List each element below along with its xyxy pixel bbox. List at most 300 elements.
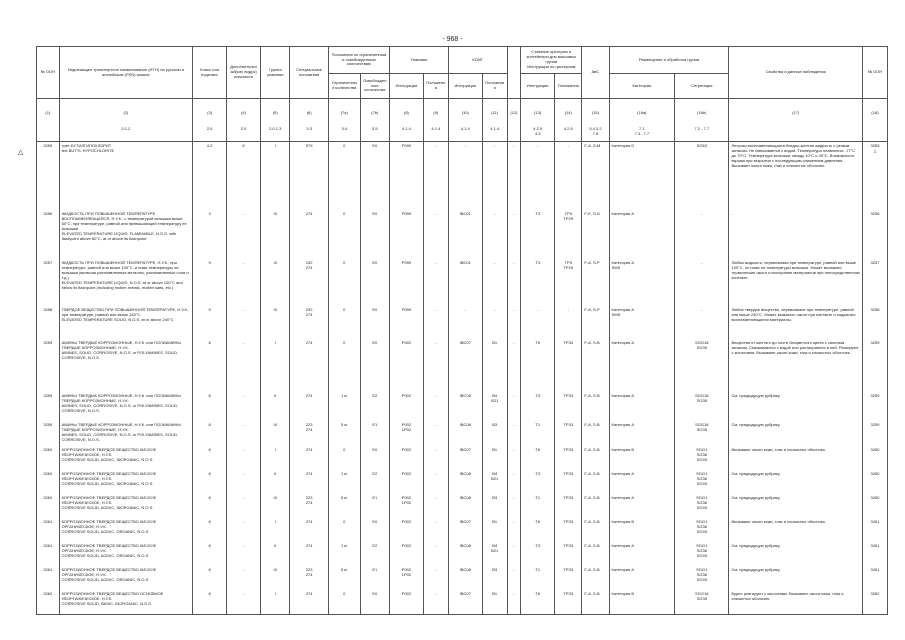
cell-excepted-quantity: E1 (360, 494, 389, 518)
cell-sub-risk: - (227, 470, 261, 494)
column-number-4: (4) (227, 99, 261, 126)
cell-ibc-provision: B3 (482, 421, 507, 446)
cell-sub-risk: - (227, 210, 261, 259)
header-limited-qty: Ограниченные количества (328, 74, 360, 99)
table-row (37, 470, 888, 494)
cell-special-provisions: 274 (290, 446, 328, 470)
cell-ibc-instruction: IBC08 (448, 421, 482, 446)
cell-packing-instruction: P099 (389, 259, 423, 306)
cell-properties: Вещества от желтого до почти бесцветного цвета с сильным запахом. Смешиваются с водой или растворяются в ней. Реагируют с кислотами. Вызывают ожоги кожи, глаз и слизистых оболочек. (729, 339, 863, 392)
header-tank-instructions: Инструкции (521, 74, 555, 99)
cell-un-number-right: 3258 (862, 306, 887, 339)
cell-sub-risk: - (227, 259, 261, 306)
cell-tank-instruction: T3 (521, 259, 555, 306)
cell-packing-provision: - (423, 142, 448, 211)
cell-proper-shipping-name: АМИНЫ ТВЕРДЫЕ КОРРОЗИОННЫЕ, Н.У.К. или ПОЛИАМИНЫ ТВЕРДЫЕ КОРРОЗИОННЫЕ, Н.У.К. AMINES, SOLID, CORROSIVE, N.O.S. or POLYAMINES, SOLID, CORROSIVE, N.O.S. (59, 392, 193, 421)
table-row (37, 421, 888, 446)
column-number-1: (1) (37, 99, 60, 126)
cell-un-number: 3261 (37, 566, 60, 590)
cell-stowage-category: Категория A (609, 470, 675, 494)
cell-special-provisions: 979 (290, 142, 328, 211)
cell-segregation: SGG1 SG36 SG49 (675, 446, 729, 470)
cell-packing-group: I (261, 339, 290, 392)
table-row (37, 494, 888, 518)
cell-packing-provision: - (423, 210, 448, 259)
header-tank-instr-title: Инструкции по цистернам (527, 63, 576, 69)
cell-stowage-category: Категория A (609, 421, 675, 446)
cell-excepted-quantity: E0 (360, 210, 389, 259)
cell-proper-shipping-name: КОРРОЗИОННОЕ ТВЕРДОЕ ВЕЩЕСТВО КИСЛОЕ ОРГАНИЧЕСКОЕ, Н.У.К. CORROSIVE SOLID, ACIDIC, ORGANIC, N.O.S. (59, 542, 193, 566)
cell-tank-instruction: T3 (521, 542, 555, 566)
cell-sub-risk: - (227, 542, 261, 566)
cell-tank-instruction: T6 (521, 339, 555, 392)
cell-packing-group: III (261, 494, 290, 518)
cell-ibc-instruction: IBC01 (448, 259, 482, 306)
cell-special-provisions: 274 (290, 210, 328, 259)
table-body (37, 142, 888, 615)
cell-segregation: - (675, 259, 729, 306)
cell-ibc-instruction: - (448, 142, 482, 211)
cell-proper-shipping-name: ЖИДКОСТЬ ПРИ ПОВЫШЕННОЙ ТЕМПЕРАТУРЕ ВОСПЛАМЕНЯЮЩАЯСЯ, Н.У.К., с температурой вспышки выше 60°C, при температуре, равной или превышающей температуру ее вспышки ELEVATED TEMPERATURE LIQUID, FLAMMABLE, N.O.S. with flashpoint above 60°C, at or above its flashpoint (59, 210, 193, 259)
cell-special-provisions: 223 274 (290, 566, 328, 590)
cell-proper-shipping-name: АМИНЫ ТВЕРДЫЕ КОРРОЗИОННЫЕ, Н.У.К. или ПОЛИАМИНЫ ТВЕРДЫЕ КОРРОЗИОННЫЕ, Н.У.К. AMINES, SOLID, CORROSIVE, N.O.S. or POLYAMINES, SOLID, CORROSIVE, N.O.S. (59, 339, 193, 392)
table-row (37, 210, 888, 259)
column-reference-5: 2.0.1.3 (261, 125, 290, 142)
cell-un-number: 3259 (37, 421, 60, 446)
cell-packing-instruction: P002 (389, 590, 423, 615)
cell-packing-instruction: P002 (389, 542, 423, 566)
cell-segregation: - (675, 210, 729, 259)
cell-un-number-right: 3261 (862, 542, 887, 566)
cell-ibc-instruction: IBC07 (448, 590, 482, 615)
header-packing-group: Группа упаковки (261, 47, 290, 99)
cell-column-12: - (507, 494, 521, 518)
cell-limited-quantity: 0 (328, 518, 360, 542)
column-reference-2: 3.1.2 (59, 125, 193, 142)
cell-tank-provision: TP33 (555, 392, 582, 421)
cell-ibc-instruction: IBC07 (448, 518, 482, 542)
cell-class: 9 (193, 259, 227, 306)
cell-ibc-provision: B1 (482, 339, 507, 392)
header-col12 (507, 47, 521, 99)
cell-packing-instruction: P002 (389, 470, 423, 494)
cell-proper-shipping-name: КОРРОЗИОННОЕ ТВЕРДОЕ ВЕЩЕСТВО КИСЛОЕ ОРГАНИЧЕСКОЕ, Н.У.К. CORROSIVE SOLID, ACIDIC, ORGANIC, N.O.S. (59, 566, 193, 590)
cell-packing-provision: - (423, 339, 448, 392)
cell-segregation: SGG18 SG35 (675, 421, 729, 446)
cell-tank-provision: TP33 (555, 566, 582, 590)
cell-proper-shipping-name: ТВЕРДОЕ ВЕЩЕСТВО ПРИ ПОВЫШЕННОЙ ТЕМПЕРАТУРЕ, Н.У.К., при температуре, равной или выше 240°C ELEVATED TEMPERATURE SOLID, N.O.S. at or above 240°C (59, 306, 193, 339)
cell-un-number: 3261 (37, 518, 60, 542)
column-number-11: (10) (448, 99, 482, 126)
cell-column-12: - (507, 142, 521, 211)
table-row (37, 566, 888, 590)
column-number-9: (8) (389, 99, 423, 126)
column-reference-3: 2.0 (193, 125, 227, 142)
cell-ibc-instruction: IBC08 (448, 392, 482, 421)
cell-limited-quantity: 0 (328, 339, 360, 392)
table-row (37, 590, 888, 615)
cell-class: 8 (193, 542, 227, 566)
cell-tank-provision: TP33 (555, 494, 582, 518)
cell-ems: F-A, S-B (582, 590, 609, 615)
cell-properties: См. предыдущую рубрику. (729, 392, 863, 421)
cell-ibc-provision: B1 (482, 518, 507, 542)
cell-tank-provision: TP33 (555, 339, 582, 392)
cell-tank-provision: TP33 (555, 470, 582, 494)
cell-ems: F-A, S-B (582, 566, 609, 590)
cell-packing-provision: - (423, 518, 448, 542)
cell-properties: Любая жидкость, перевозимая при температуре, равной или выше 100°C, но ниже ее температуры вспышки. Может вызывать термические ожоги и возгорание материалов при непосредственном контакте. (729, 259, 863, 306)
cell-ibc-instruction: IBC07 (448, 339, 482, 392)
cell-un-number-right: 3262 (862, 590, 887, 615)
cell-stowage-category: Категория B (609, 590, 675, 615)
cell-tank-provision: - (555, 306, 582, 339)
cell-packing-group: II (261, 392, 290, 421)
cell-ems: F-A, S-B (582, 339, 609, 392)
column-number-19: (17) (729, 99, 863, 126)
header-pack-instructions: Инструкции (389, 74, 423, 99)
column-reference-4: 2.0 (227, 125, 261, 142)
column-number-3: (3) (193, 99, 227, 126)
cell-tank-instruction: T1 (521, 421, 555, 446)
cell-proper-shipping-name: КОРРОЗИОННОЕ ТВЕРДОЕ ВЕЩЕСТВО КИСЛОЕ НЕОРГАНИЧЕСКОЕ, Н.У.К. CORROSIVE SOLID, ACIDIC, INORGANIC, N.O.S. (59, 446, 193, 470)
cell-un-number-right: 3257 (862, 259, 887, 306)
cell-excepted-quantity: E2 (360, 470, 389, 494)
cell-properties: См. предыдущую рубрику. (729, 470, 863, 494)
cell-tank-provision: TP33 (555, 421, 582, 446)
cell-segregation: SG63 (675, 142, 729, 211)
cell-tank-provision: TP33 (555, 590, 582, 615)
cell-packing-provision: - (423, 494, 448, 518)
cell-tank-instruction: - (521, 142, 555, 211)
cell-packing-group: III (261, 210, 290, 259)
column-reference-1 (37, 125, 60, 142)
column-number-12: (11) (482, 99, 507, 126)
cell-ibc-instruction: IBC08 (448, 566, 482, 590)
cell-properties: Бурно реагируют с кислотами. Вызывают ожоги кожи, глаз и слизистых оболочек. (729, 590, 863, 615)
header-un-no: № ООН (37, 47, 60, 99)
cell-properties: См. предыдущую рубрику. (729, 421, 863, 446)
cell-packing-provision: - (423, 542, 448, 566)
column-references-row (37, 125, 888, 142)
cell-properties: Летучая воспламеняющаяся бледно-желтая жидкость с резким запахом. Не смешивается с водой. Температура плавления: -77°C до 79°C. Температура вспышки: между 10°C и 40°C. Возможность взрыва при вскрытии с последующим снижением давления. Вызывает ожоги кожи, глаз и слизистых оболочек. (729, 142, 863, 211)
cell-class: 8 (193, 339, 227, 392)
header-stowage-group: Размещение и обработка грузов (609, 47, 729, 74)
cell-ems: F-A, S-B (582, 542, 609, 566)
cell-excepted-quantity: E0 (360, 142, 389, 211)
cell-sub-risk: - (227, 494, 261, 518)
cell-ibc-instruction: IBC08 (448, 494, 482, 518)
header-stowage-category: Категория (609, 74, 675, 99)
cell-packing-provision: - (423, 470, 448, 494)
cell-stowage-category: Категория A (609, 494, 675, 518)
cell-column-12: - (507, 421, 521, 446)
column-reference-19 (729, 125, 863, 142)
cell-packing-group: I (261, 518, 290, 542)
cell-stowage-category: Категория D (609, 142, 675, 211)
cell-excepted-quantity: E1 (360, 566, 389, 590)
cell-tank-provision: TP33 (555, 518, 582, 542)
table-row (37, 306, 888, 339)
table-row (37, 446, 888, 470)
cell-special-provisions: 274 (290, 392, 328, 421)
cell-stowage-category: Категория A (609, 210, 675, 259)
cell-ibc-instruction: IBC07 (448, 446, 482, 470)
cell-class: 8 (193, 392, 227, 421)
column-number-7: (7a) (328, 99, 360, 126)
cell-limited-quantity: 5 кг (328, 494, 360, 518)
cell-proper-shipping-name: КОРРОЗИОННОЕ ТВЕРДОЕ ВЕЩЕСТВО КИСЛОЕ НЕОРГАНИЧЕСКОЕ, Н.У.К. CORROSIVE SOLID, ACIDIC, INORGANIC, N.O.S. (59, 494, 193, 518)
cell-special-provisions: 274 (290, 590, 328, 615)
cell-limited-quantity: 0 (328, 590, 360, 615)
cell-un-number: 3259 (37, 339, 60, 392)
cell-un-number-right: 3256 (862, 210, 887, 259)
cell-column-12: - (507, 470, 521, 494)
cell-excepted-quantity: E0 (360, 518, 389, 542)
cell-sub-risk: - (227, 590, 261, 615)
cell-special-provisions: 223 274 (290, 421, 328, 446)
header-tank-title: Съемные цистерны и контейнеры для массовых грузов (526, 49, 576, 64)
cell-ibc-instruction: IBC08 (448, 470, 482, 494)
column-reference-8: 3.5 (360, 125, 389, 142)
cell-un-number-right: 3260 (862, 446, 887, 470)
cell-packing-instruction: P002 LP02 (389, 566, 423, 590)
header-un-no-right: № ООН (862, 47, 887, 99)
column-reference-10: 4.1.4 (423, 125, 448, 142)
header-special-provisions: Специальные положения (290, 47, 328, 99)
cell-column-12: - (507, 542, 521, 566)
column-reference-14: 4.2.5 4.3 (521, 125, 555, 142)
cell-packing-provision: - (423, 590, 448, 615)
header-name: Надлежащее транспортное наименование (НТН) на русском и английском (PSN) языках (59, 47, 193, 99)
cell-limited-quantity: 0 (328, 446, 360, 470)
cell-segregation: SGG18 SG35 (675, 392, 729, 421)
column-reference-20 (862, 125, 887, 142)
table-row (37, 339, 888, 392)
cell-packing-instruction: P002 (389, 392, 423, 421)
cell-excepted-quantity: E0 (360, 306, 389, 339)
cell-ibc-provision: B1 (482, 446, 507, 470)
cell-tank-provision: TP33 (555, 446, 582, 470)
cell-stowage-category: Категория A (609, 392, 675, 421)
cell-properties: Любое твердое вещество, перевозимое при температуре, равной или выше 240°C. Может вызывать ожоги при контакте и поджигать воспламеняющиеся материалы. (729, 306, 863, 339)
cell-segregation: - (675, 306, 729, 339)
cell-limited-quantity: 0 (328, 259, 360, 306)
cell-proper-shipping-name: КОРРОЗИОННОЕ ТВЕРДОЕ ВЕЩЕСТВО ОСНОВНОЕ НЕОРГАНИЧЕСКОЕ, Н.У.К. CORROSIVE SOLID, BASIC, INORGANIC, N.O.S. (59, 590, 193, 615)
cell-class: 8 (193, 494, 227, 518)
cell-ems: F-A, S-B (582, 421, 609, 446)
cell-ibc-instruction: - (448, 306, 482, 339)
cell-packing-instruction: P002 (389, 339, 423, 392)
cell-ibc-provision: B3 (482, 566, 507, 590)
cell-stowage-category: Категория A SW5 (609, 306, 675, 339)
cell-un-number: 3262 (37, 590, 60, 615)
cell-sub-risk: - (227, 421, 261, 446)
cell-packing-group: II (261, 470, 290, 494)
cell-packing-instruction: P002 LP02 (389, 421, 423, 446)
cell-class: 8 (193, 470, 227, 494)
cell-tank-instruction: T3 (521, 210, 555, 259)
header-properties: Свойства и данные наблюдения (729, 47, 863, 99)
cell-limited-quantity: 1 кг (328, 470, 360, 494)
cell-segregation: SGG1 SG36 SG49 (675, 494, 729, 518)
cell-limited-quantity: 0 (328, 210, 360, 259)
cell-ems: F-E, S-D (582, 210, 609, 259)
cell-sub-risk: 8 (227, 142, 261, 211)
cell-ibc-provision: B4 B21 (482, 392, 507, 421)
header-packagings-group: Упаковки (389, 47, 448, 74)
cell-packing-group: II (261, 542, 290, 566)
cell-packing-provision: - (423, 306, 448, 339)
cell-limited-quantity: 1 кг (328, 542, 360, 566)
cell-packing-group: I (261, 590, 290, 615)
header-tank-group (521, 47, 582, 74)
column-reference-9: 4.1.4 (389, 125, 423, 142)
cell-packing-group: III (261, 421, 290, 446)
cell-excepted-quantity: E1 (360, 421, 389, 446)
cell-un-number: 3260 (37, 494, 60, 518)
cell-packing-provision: - (423, 392, 448, 421)
amendment-mark: △ (18, 149, 24, 156)
cell-excepted-quantity: E2 (360, 392, 389, 421)
column-number-13: (12) (507, 99, 521, 126)
cell-tank-provision: TP33 (555, 542, 582, 566)
column-reference-15: 4.2.5 (555, 125, 582, 142)
cell-class: 4.2 (193, 142, 227, 211)
cell-packing-group: III (261, 566, 290, 590)
cell-ems: F-A, S-P (582, 306, 609, 339)
cell-class: 3 (193, 210, 227, 259)
header-sub-risk: Дополнительный(ые) вид(ы) опасности (227, 47, 261, 99)
column-numbers-row (37, 99, 888, 126)
cell-properties: - (729, 210, 863, 259)
cell-packing-provision: - (423, 566, 448, 590)
cell-proper-shipping-name: трет-БУТИЛГИПОХЛОРИТ tert-BUTYL HYPOCHLORITE (59, 142, 193, 211)
cell-special-provisions: 274 (290, 542, 328, 566)
cell-class: 8 (193, 566, 227, 590)
header-ibc-instructions: Инструкции (448, 74, 482, 99)
cell-packing-provision: - (423, 421, 448, 446)
cell-tank-instruction: T1 (521, 566, 555, 590)
column-number-17: (16a) (609, 99, 675, 126)
cell-column-12: - (507, 339, 521, 392)
cell-tank-instruction: T6 (521, 518, 555, 542)
cell-special-provisions: 232 274 (290, 259, 328, 306)
cell-excepted-quantity: E0 (360, 259, 389, 306)
cell-un-number-right: 3259 (862, 392, 887, 421)
cell-class: 8 (193, 590, 227, 615)
cell-un-number: 3258 (37, 306, 60, 339)
cell-packing-instruction: P099 (389, 210, 423, 259)
cell-stowage-category: Категория B (609, 518, 675, 542)
cell-tank-instruction: - (521, 306, 555, 339)
cell-packing-instruction: P002 LP02 (389, 494, 423, 518)
cell-class: 8 (193, 421, 227, 446)
cell-packing-instruction: P099 (389, 142, 423, 211)
cell-limited-quantity: 0 (328, 142, 360, 211)
column-reference-7: 3.4 (328, 125, 360, 142)
cell-un-number: 3255 (37, 142, 60, 211)
cell-ibc-instruction: IBC08 (448, 542, 482, 566)
cell-properties: См. предыдущую рубрику. (729, 494, 863, 518)
column-number-18: (16b) (675, 99, 729, 126)
column-number-14: (13) (521, 99, 555, 126)
column-number-5: (5) (261, 99, 290, 126)
cell-ibc-provision: - (482, 142, 507, 211)
cell-packing-provision: - (423, 259, 448, 306)
cell-un-number-right: 3261 (862, 518, 887, 542)
cell-sub-risk: - (227, 306, 261, 339)
cell-limited-quantity: 0 (328, 306, 360, 339)
cell-ems: F-A, S-B (582, 446, 609, 470)
cell-limited-quantity: 5 кг (328, 421, 360, 446)
column-reference-18: 7.2 - 7.7 (675, 125, 729, 142)
cell-properties: Вызывают ожоги кожи, глаз и слизистых оболочек. (729, 518, 863, 542)
column-number-10: (9) (423, 99, 448, 126)
cell-sub-risk: - (227, 566, 261, 590)
column-number-8: (7b) (360, 99, 389, 126)
cell-limited-quantity: 1 кг (328, 392, 360, 421)
cell-un-number-right: 3255 △ (862, 142, 887, 211)
cell-packing-provision: - (423, 446, 448, 470)
header-ems: АвС (582, 47, 609, 99)
cell-stowage-category: Категория A (609, 339, 675, 392)
cell-ibc-provision: B3 (482, 494, 507, 518)
cell-packing-group: I (261, 142, 290, 211)
cell-special-provisions: 274 (290, 518, 328, 542)
cell-properties: Вызывают ожоги кожи, глаз и слизистых оболочек. (729, 446, 863, 470)
cell-segregation: SGG1 SG36 SG49 (675, 542, 729, 566)
column-reference-11: 4.1.4 (448, 125, 482, 142)
cell-sub-risk: - (227, 518, 261, 542)
cell-packing-group: III (261, 306, 290, 339)
cell-class: 8 (193, 446, 227, 470)
cell-special-provisions: 232 274 (290, 306, 328, 339)
cell-tank-instruction: T6 (521, 446, 555, 470)
cell-packing-instruction: P002 (389, 446, 423, 470)
column-number-2: (2) (59, 99, 193, 126)
cell-proper-shipping-name: АМИНЫ ТВЕРДЫЕ КОРРОЗИОННЫЕ, Н.У.К. или ПОЛИАМИНЫ ТВЕРДЫЕ КОРРОЗИОННЫЕ, Н.У.К. AMINES, SOLID, CORROSIVE, N.O.S. or POLYAMINES, SOLID, CORROSIVE, N.O.S. (59, 421, 193, 446)
cell-ibc-provision: B1 (482, 590, 507, 615)
cell-column-12: - (507, 590, 521, 615)
column-number-6: (6) (290, 99, 328, 126)
cell-un-number: 3260 (37, 470, 60, 494)
cell-segregation: SGG18 SG35 (675, 339, 729, 392)
column-number-16: (15) (582, 99, 609, 126)
header-tank-provisions: Положения (555, 74, 582, 99)
cell-properties: См. предыдущую рубрику. (729, 542, 863, 566)
cell-special-provisions: 274 (290, 470, 328, 494)
cell-segregation: SGG1 SG36 SG49 (675, 470, 729, 494)
cell-proper-shipping-name: ЖИДКОСТЬ ПРИ ПОВЫШЕННОЙ ТЕМПЕРАТУРЕ, Н.У.К., при температуре, равной или выше 100°C, и ниже температуры ее вспышки (включая расплавленные металлы, расплавленные соли и т.д.) ELEVATED TEMPERATURE LIQUID, N.O.S. at or above 100°C and below its flashpoint (including molten metals, molten salts, etc.) (59, 259, 193, 306)
cell-ems: F-A, S-B (582, 518, 609, 542)
cell-un-number-right: 3261 (862, 566, 887, 590)
cell-limited-quantity: 5 кг (328, 566, 360, 590)
cell-class: 8 (193, 518, 227, 542)
cell-ems: F-A, S-B (582, 470, 609, 494)
cell-ems: F-A, S-P (582, 259, 609, 306)
cell-un-number: 3256 (37, 210, 60, 259)
cell-ibc-provision: B4 B21 (482, 470, 507, 494)
cell-ems: F-A, S-B (582, 494, 609, 518)
cell-proper-shipping-name: КОРРОЗИОННОЕ ТВЕРДОЕ ВЕЩЕСТВО КИСЛОЕ НЕОРГАНИЧЕСКОЕ, Н.У.К. CORROSIVE SOLID, ACIDIC, INORGANIC, N.O.S. (59, 470, 193, 494)
cell-un-number-right: 3259 (862, 339, 887, 392)
table-row (37, 142, 888, 211)
cell-un-number: 3257 (37, 259, 60, 306)
cell-column-12: - (507, 392, 521, 421)
cell-ibc-instruction: IBC01 (448, 210, 482, 259)
cell-column-12: - (507, 566, 521, 590)
